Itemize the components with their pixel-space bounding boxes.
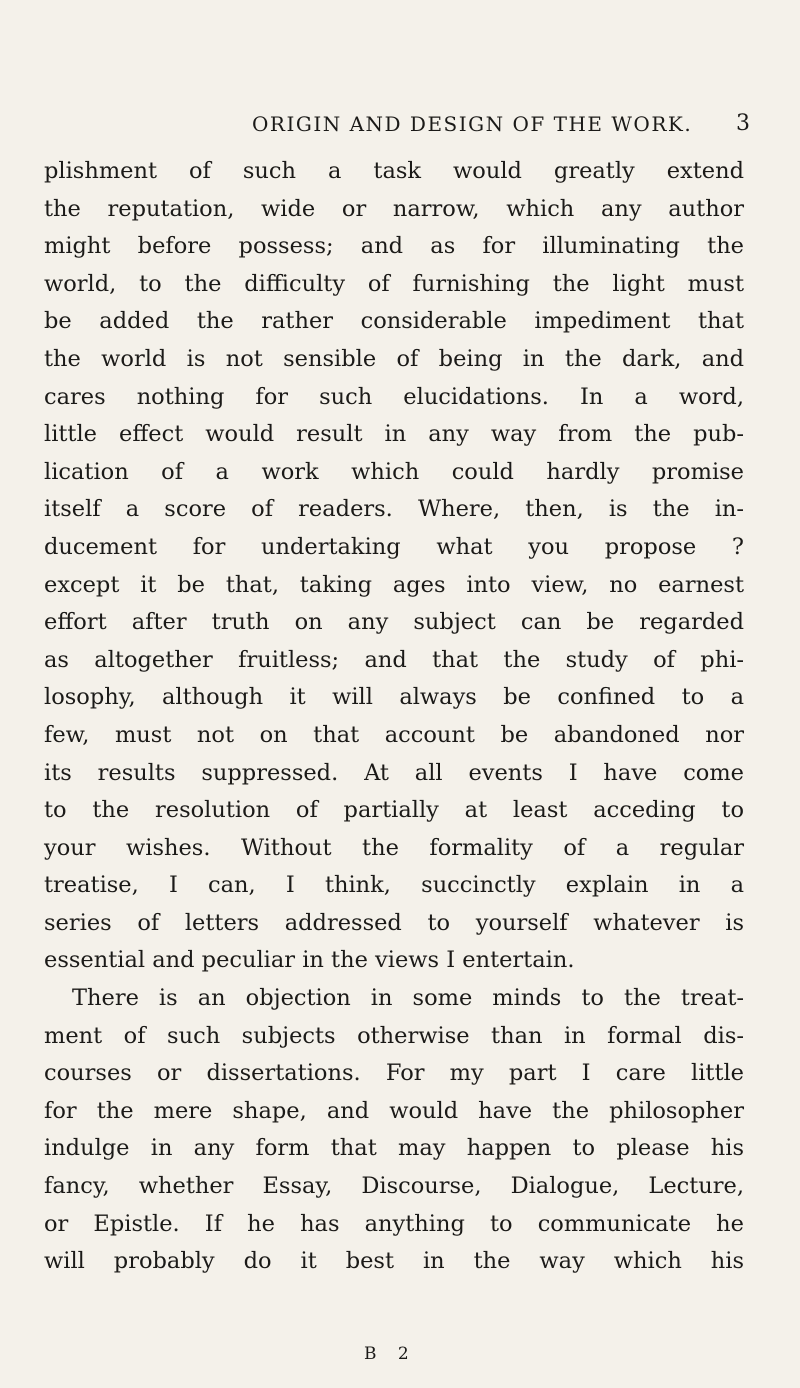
- body-text: [44, 153, 744, 1281]
- text-line: ducement for undertaking what you propose ?: [44, 533, 744, 560]
- text-line: as altogether fruitless; and that the study of phi-: [44, 646, 744, 673]
- paragraph-start-line: There is an objection in some minds to the treat-: [72, 985, 744, 1012]
- text-line: world, to the difficulty of furnishing the light must: [44, 270, 744, 297]
- text-line: except it be that, taking ages into view, no earnest: [44, 571, 744, 598]
- text-line: ment of such subjects otherwise than in formal dis-: [44, 1022, 744, 1049]
- text-line: little effect would result in any way from the pub-: [44, 421, 744, 448]
- text-line: treatise, I can, I think, succinctly explain in a: [44, 872, 744, 899]
- paragraph-end-line: essential and peculiar in the views I entertain.: [44, 947, 575, 974]
- text-line: itself a score of readers. Where, then, is the in-: [44, 496, 744, 523]
- text-line: might before possess; and as for illuminating the: [44, 233, 744, 260]
- text-line: to the resolution of partially at least acceding to: [44, 797, 744, 824]
- text-line: will probably do it best in the way which his: [44, 1248, 744, 1275]
- text-line: few, must not on that account be abandoned nor: [44, 721, 744, 748]
- text-line: for the mere shape, and would have the philosopher: [44, 1097, 744, 1124]
- text-line: effort after truth on any subject can be regarded: [44, 609, 744, 636]
- text-line: series of letters addressed to yourself whatever is: [44, 909, 744, 936]
- page-number: 3: [736, 111, 750, 136]
- text-line: courses or dissertations. For my part I care little: [44, 1060, 744, 1087]
- text-line: the reputation, wide or narrow, which any author: [44, 195, 744, 222]
- running-head-title: ORIGIN AND DESIGN OF THE WORK.: [252, 112, 693, 136]
- text-line: be added the rather considerable impediment that: [44, 308, 744, 335]
- signature-mark: B 2: [364, 1344, 417, 1364]
- text-line: cares nothing for such elucidations. In a word,: [44, 383, 744, 410]
- text-line: losophy, although it will always be confined to a: [44, 684, 744, 711]
- text-line: or Epistle. If he has anything to communicate he: [44, 1210, 744, 1237]
- text-line: the world is not sensible of being in the dark, and: [44, 345, 744, 372]
- text-line: plishment of such a task would greatly extend: [44, 158, 744, 184]
- text-line: indulge in any form that may happen to please his: [44, 1135, 744, 1162]
- text-line: lication of a work which could hardly promise: [44, 458, 744, 485]
- text-line: fancy, whether Essay, Discourse, Dialogue, Lecture,: [44, 1173, 744, 1200]
- text-line: its results suppressed. At all events I have come: [44, 759, 744, 786]
- text-line: your wishes. Without the formality of a regular: [44, 834, 744, 861]
